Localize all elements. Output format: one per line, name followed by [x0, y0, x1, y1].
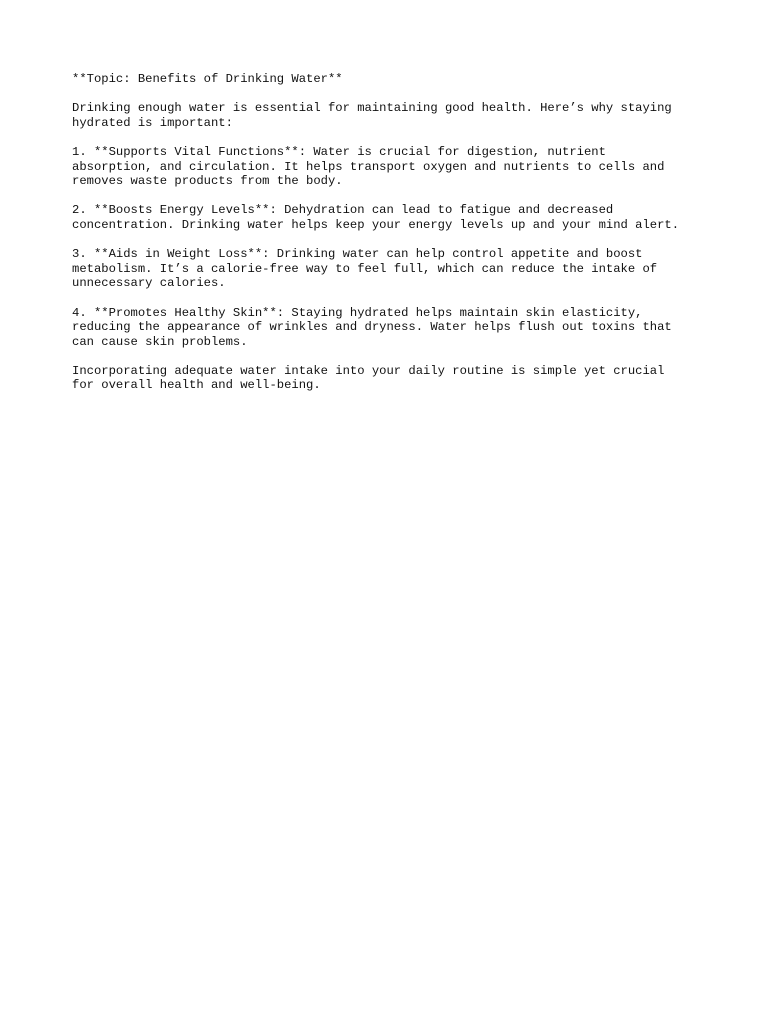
- document-title: **Topic: Benefits of Drinking Water**: [72, 72, 343, 86]
- point-promotes-healthy-skin: 4. **Promotes Healthy Skin**: Staying hydrated helps maintain skin elasticity, reducing the appearance of wrinkles and dryness. Water helps flush out toxins that can cause skin problems.: [72, 305, 672, 349]
- point-boosts-energy-levels: 2. **Boosts Energy Levels**: Dehydration can lead to fatigue and decreased concentration. Drinking water helps keep your energy levels up and your mind alert.: [72, 203, 680, 232]
- conclusion-paragraph: Incorporating adequate water intake into your daily routine is simple yet crucial for overall health and well-being.: [72, 363, 665, 393]
- point-supports-vital-functions: 1. **Supports Vital Functions**: Water is crucial for digestion, nutrient absorption, and circulation. It helps transport oxygen and nutrients to cells and removes waste products from the body.: [72, 144, 665, 189]
- intro-paragraph: Drinking enough water is essential for maintaining good health. Here’s why staying hydrated is important:: [72, 101, 672, 130]
- point-aids-weight-loss: 3. **Aids in Weight Loss**: Drinking water can help control appetite and boost metabolism. It’s a calorie-free way to feel full, which can reduce the intake of unnecessary calories.: [72, 247, 658, 291]
- document-page: [72, 72, 712, 408]
